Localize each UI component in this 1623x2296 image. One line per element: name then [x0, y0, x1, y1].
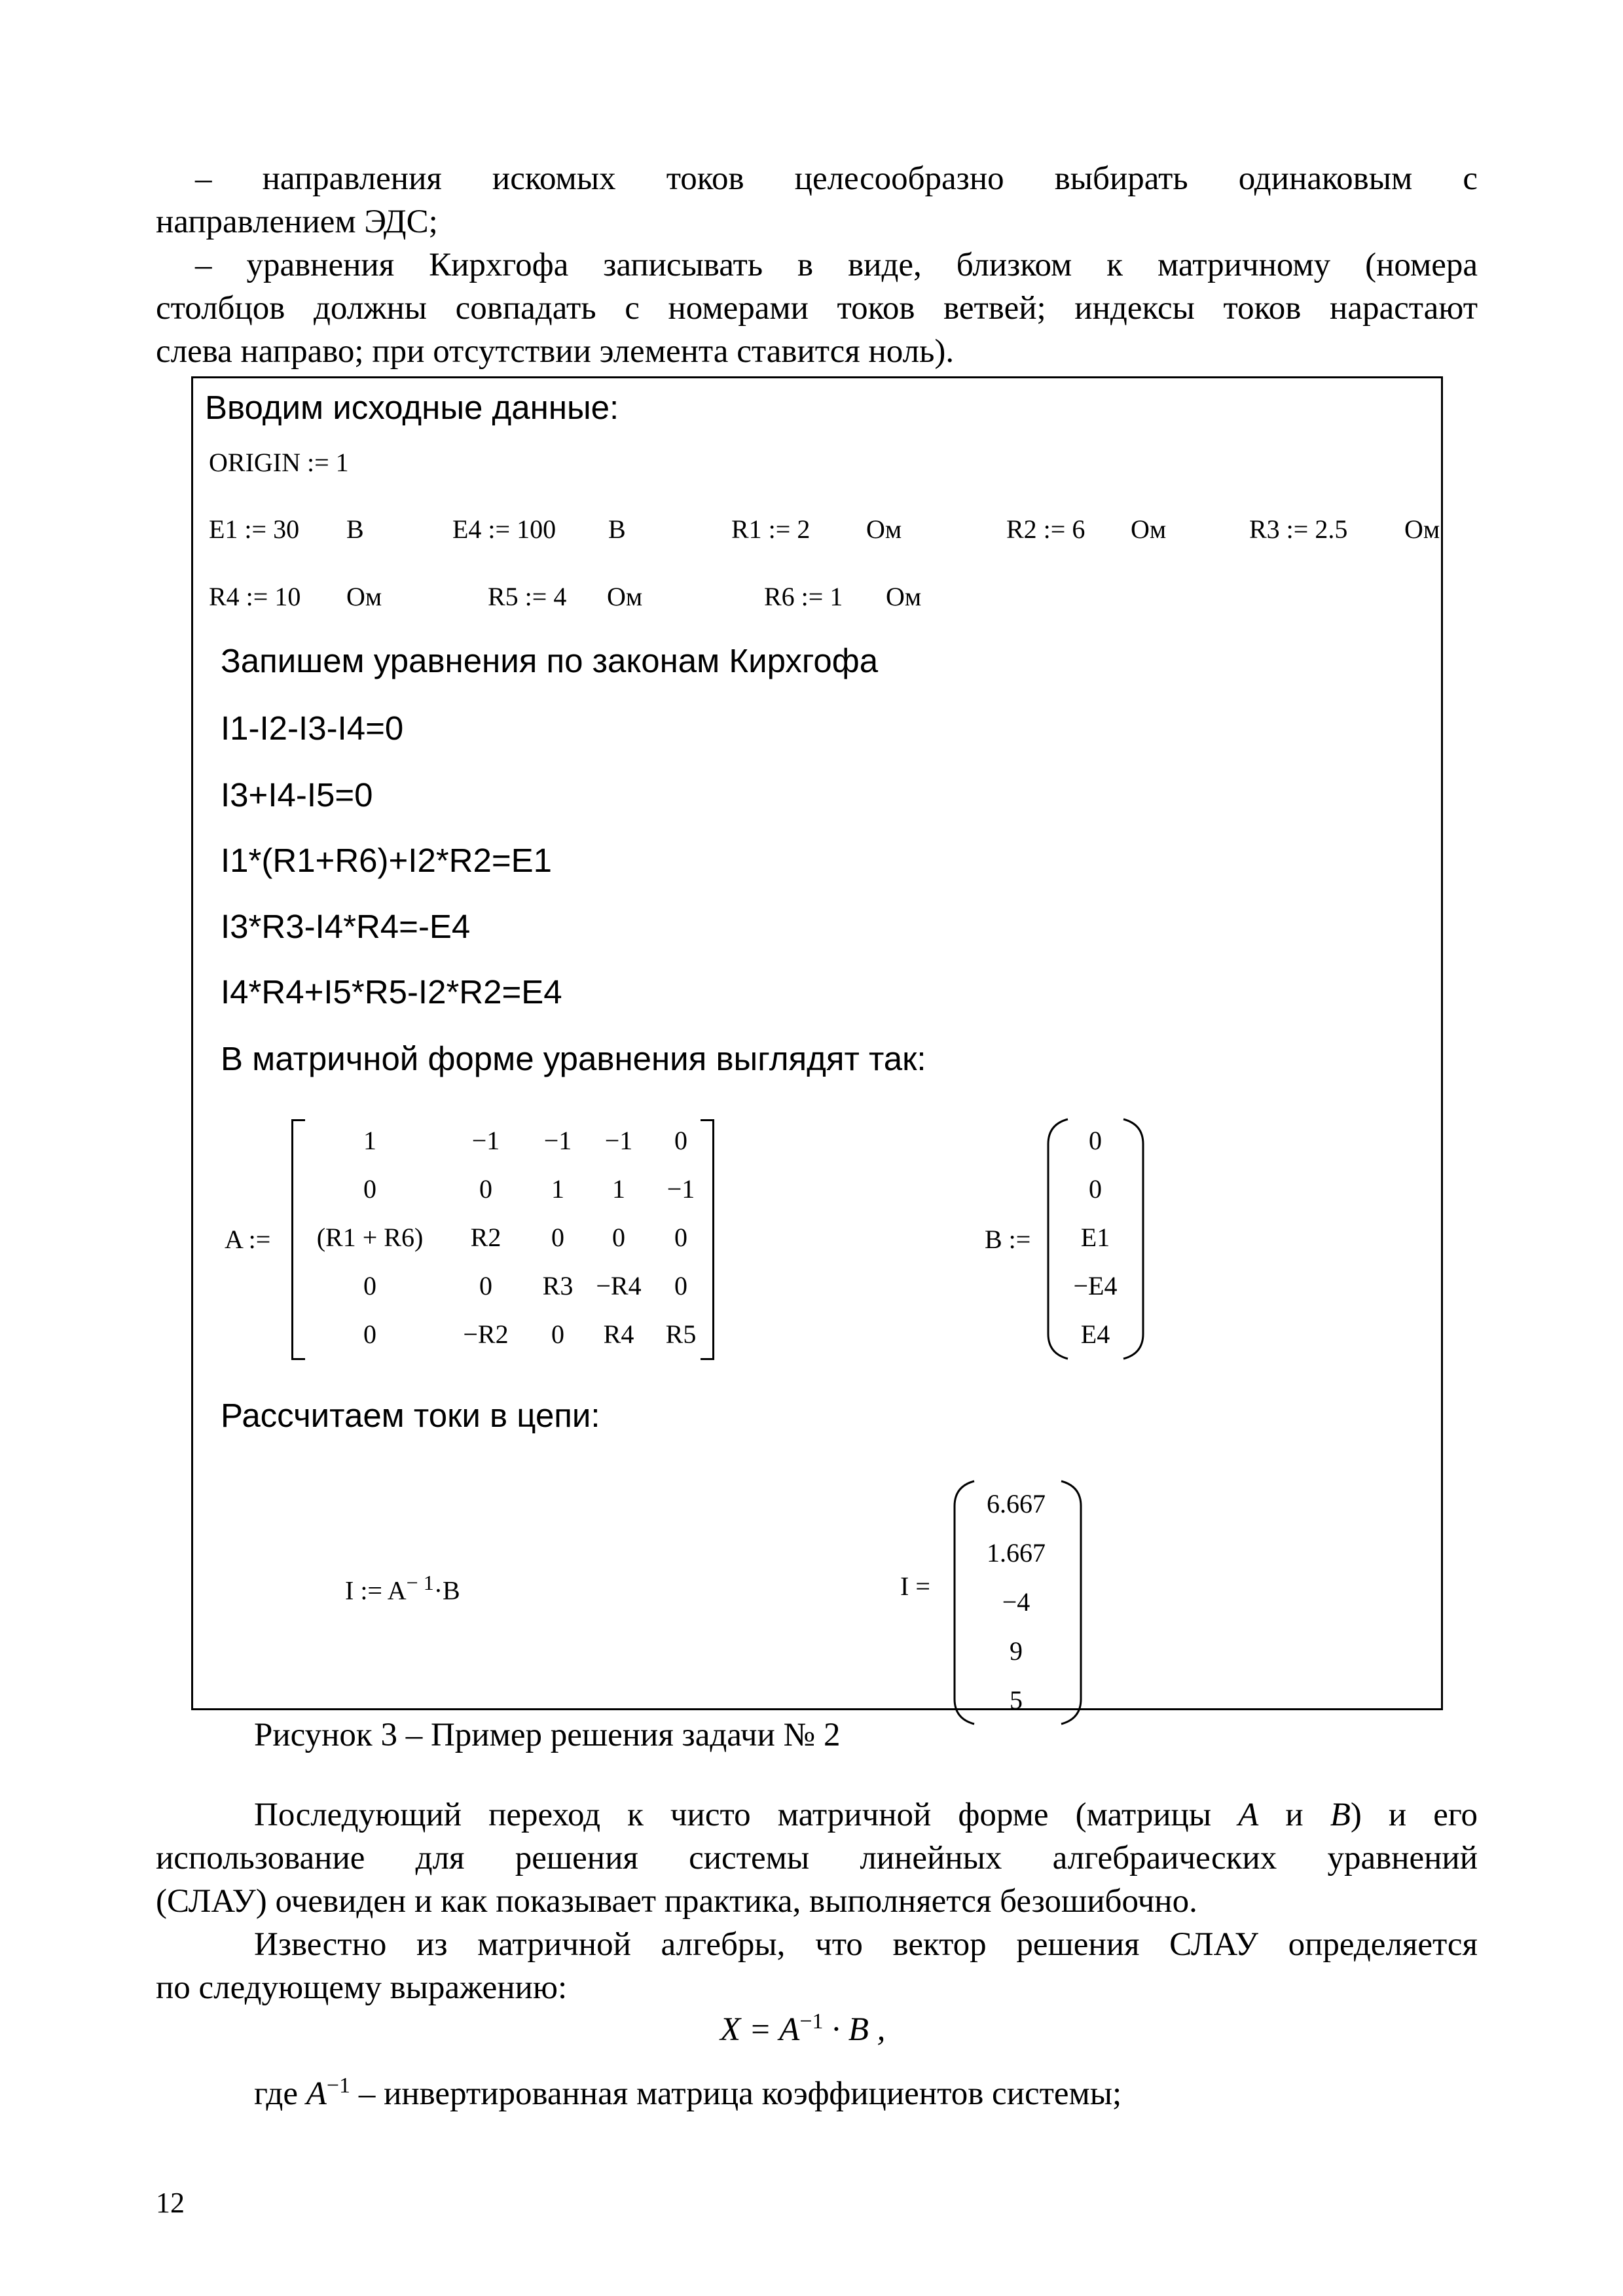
solve-exponent: − 1: [406, 1571, 434, 1594]
matrix-a-cell: −1: [471, 1126, 500, 1155]
body-line: [156, 1793, 1478, 1837]
where-pre: где: [254, 2075, 306, 2112]
vector-b-cell: −E4: [1073, 1271, 1118, 1300]
matrix-a-cell: 0: [674, 1271, 687, 1300]
matrix-a-cell: R4: [603, 1319, 634, 1349]
result-cell: 6.667: [987, 1489, 1046, 1518]
input-data-title: Вводим исходные данные:: [205, 389, 619, 426]
matrix-a-cell: 0: [363, 1174, 376, 1204]
result-cell: 9: [1010, 1636, 1023, 1666]
unit-e1: В: [346, 514, 364, 544]
intro-line: – направления искомых токов целесообразно выбирать одинаковым с: [195, 160, 1478, 197]
intro-bullet-1: [156, 157, 1478, 243]
matrix-symbol: A: [1238, 1797, 1259, 1833]
matrix-a-cell: R2: [470, 1223, 501, 1252]
body-line: (СЛАУ) очевиден и как показывает практика, выполняется безошибочно.: [156, 1883, 1197, 1920]
intro-line: слева направо; при отсутствии элемента ставится ноль).: [156, 333, 955, 370]
result-label: I =: [900, 1571, 930, 1601]
param-e4: E4 := 100: [452, 514, 556, 544]
result-cell: 5: [1010, 1685, 1023, 1715]
mathcad-worksheet: [191, 376, 1443, 1715]
solve-expression: [345, 1571, 460, 1605]
unit-r6: Ом: [886, 582, 922, 611]
solve-lhs: I := A: [345, 1575, 407, 1605]
param-r6: R6 := 1: [764, 582, 843, 611]
matrix-a-cell: −1: [543, 1126, 572, 1155]
matrix-a-label: A :=: [225, 1225, 271, 1254]
matrix-a-cell: 1: [612, 1174, 625, 1204]
matrix-a-cell: 1: [363, 1126, 376, 1155]
matrix-a-cell: −1: [604, 1126, 633, 1155]
formula: [720, 2009, 885, 2049]
param-e1: E1 := 30: [209, 514, 300, 544]
calc-title: Рассчитаем токи в цепи:: [221, 1397, 600, 1434]
equation-1: I1-I2-I3-I4=0: [221, 709, 404, 747]
param-r4: R4 := 10: [209, 582, 301, 611]
body-line-text: [254, 1797, 1478, 1833]
formula-rhs: · B ,: [823, 2011, 886, 2048]
kirchhoff-title: Запишем уравнения по законам Кирхгофа: [221, 642, 879, 679]
matrix-symbol: B: [1330, 1797, 1351, 1833]
matrix-a-cell: 0: [479, 1174, 492, 1204]
matrix-a-cell: (R1 + R6): [316, 1223, 424, 1252]
matrix-a-cell: −1: [666, 1174, 695, 1204]
page-number: 12: [156, 2187, 185, 2219]
equation-3: I1*(R1+R6)+I2*R2=E1: [221, 842, 553, 879]
where-exponent: −1: [326, 2073, 351, 2098]
intro-line: столбцов должны совпадать с номерами токов ветвей; индексы токов нарастают: [156, 290, 1478, 327]
intro-bullet-2: [156, 243, 1478, 373]
unit-r3: Ом: [1404, 514, 1440, 544]
where-a: A: [306, 2075, 327, 2112]
unit-r1: Ом: [866, 514, 902, 544]
equation-5: I4*R4+I5*R5-I2*R2=E4: [221, 973, 562, 1011]
param-r5: R5 := 4: [488, 582, 567, 611]
vector-b-label: B :=: [985, 1225, 1031, 1254]
body-text-part: Последующий переход к чисто матричной форме (матрицы: [254, 1797, 1239, 1833]
matrix-a-cell: 0: [479, 1271, 492, 1300]
matrix-a-cell: −R2: [463, 1319, 509, 1349]
matrix-a-cell: 1: [551, 1174, 564, 1204]
matrix-a-cell: 0: [551, 1223, 564, 1252]
unit-r4: Ом: [346, 582, 382, 611]
matrix-a-cell: 0: [363, 1319, 376, 1349]
equation-2: I3+I4-I5=0: [221, 776, 373, 814]
formula-exponent: −1: [799, 2009, 824, 2034]
intro-line: – уравнения Кирхгофа записывать в виде, близком к матричному (номера: [195, 247, 1478, 283]
solve-rhs: ·B: [433, 1575, 460, 1605]
result-cell: 1.667: [987, 1538, 1046, 1568]
equation-4: I3*R3-I4*R4=-E4: [221, 908, 471, 945]
intro-line: направлением ЭДС;: [156, 204, 438, 240]
figure-caption: Рисунок 3 – Пример решения задачи № 2: [254, 1717, 841, 1753]
vector-b-cell: E1: [1080, 1223, 1110, 1252]
matrix-a-cell: 0: [551, 1319, 564, 1349]
where-post: – инвертированная матрица коэффициентов системы;: [350, 2075, 1122, 2112]
matrix-a-cell: R3: [542, 1271, 574, 1300]
matrix-a-cell: 0: [612, 1223, 625, 1252]
body-line: Известно из матричной алгебры, что вектор решения СЛАУ определяется: [254, 1926, 1478, 1963]
body-text-part: ) и его: [1350, 1797, 1478, 1833]
body-text-part: и: [1258, 1797, 1330, 1833]
where-line: [254, 2073, 1122, 2113]
body-paragraph-1: [156, 1793, 1478, 1923]
vector-b-cell: 0: [1089, 1174, 1102, 1204]
matrix-a-cell: 0: [674, 1126, 687, 1155]
result-cell: −4: [1002, 1587, 1030, 1617]
param-r1: R1 := 2: [731, 514, 811, 544]
body-line: использование для решения системы линейных алгебраических уравнений: [156, 1840, 1478, 1876]
matrix-a-cell: −R4: [596, 1271, 642, 1300]
formula-lhs: X = A: [720, 2011, 800, 2048]
vector-b-cell: E4: [1080, 1319, 1110, 1349]
matrix-a-cell: 0: [363, 1271, 376, 1300]
unit-r5: Ом: [607, 582, 643, 611]
vector-b-cell: 0: [1089, 1126, 1102, 1155]
matrix-a-cell: 0: [674, 1223, 687, 1252]
matrix-form-title: В матричной форме уравнения выглядят так:: [221, 1040, 926, 1077]
body-line: по следующему выражению:: [156, 1969, 568, 2006]
body-paragraph-2: [156, 1923, 1478, 2009]
origin-definition: ORIGIN := 1: [209, 448, 349, 477]
matrix-a-cell: R5: [665, 1319, 697, 1349]
unit-e4: В: [608, 514, 626, 544]
unit-r2: Ом: [1131, 514, 1167, 544]
param-r2: R2 := 6: [1006, 514, 1085, 544]
param-r3: R3 := 2.5: [1249, 514, 1348, 544]
